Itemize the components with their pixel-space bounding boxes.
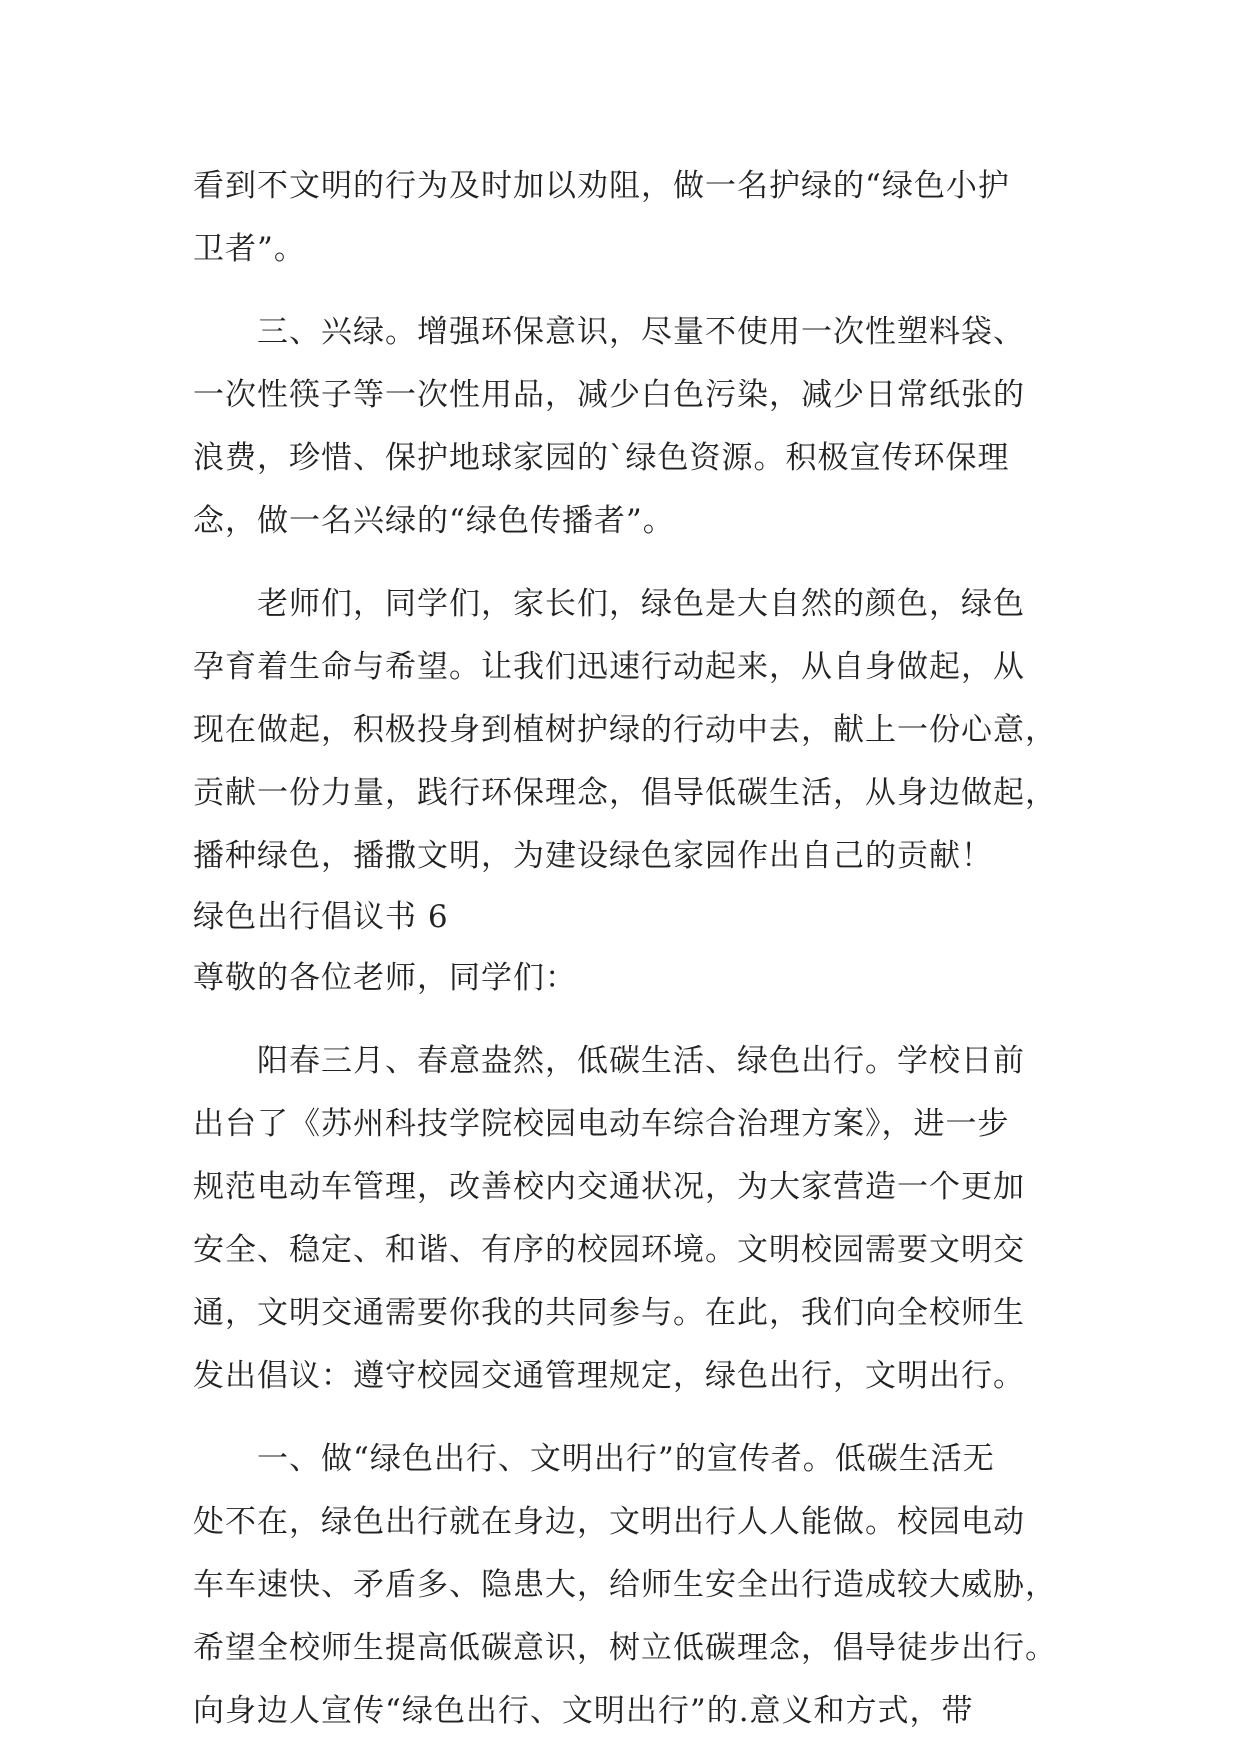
- text-line: 希望全校师生提高低碳意识，树立低碳理念，倡导徒步出行。: [193, 1630, 1057, 1666]
- text-line: 规范电动车管理，改善校内交通状况，为大家营造一个更加: [193, 1169, 1025, 1205]
- text-line: 浪费，珍惜、保护地球家园的`绿色资源。积极宣传环保理: [193, 440, 1010, 476]
- text-line: 念，做一名兴绿的“绿色传播者”。: [193, 503, 675, 539]
- text-line: 孕育着生命与希望。让我们迅速行动起来，从自身做起，从: [193, 649, 1025, 685]
- text-line: 一、做“绿色出行、文明出行”的宣传者。低碳生活无: [257, 1441, 995, 1477]
- text-line: 卫者”。: [193, 231, 306, 267]
- text-line: 老师们，同学们，家长们，绿色是大自然的颜色，绿色: [257, 586, 1025, 622]
- text-line: 向身边人宣传“绿色出行、文明出行”的.意义和方式，带: [193, 1693, 974, 1729]
- text-line: 看到不文明的行为及时加以劝阻，做一名护绿的“绿色小护: [193, 168, 1010, 204]
- text-line: 处不在，绿色出行就在身边，文明出行人人能做。校园电动: [193, 1504, 1025, 1540]
- text-line: 播种绿色，播撒文明，为建设绿色家园作出自己的贡献！: [193, 838, 993, 874]
- text-line: 贡献一份力量，践行环保理念，倡导低碳生活，从身边做起，: [193, 775, 1057, 811]
- text-line: 发出倡议：遵守校园交通管理规定，绿色出行，文明出行。: [193, 1358, 1025, 1394]
- text-line: 安全、稳定、和谐、有序的校园环境。文明校园需要文明交: [193, 1232, 1025, 1268]
- section-heading: 绿色出行倡议书 6: [193, 899, 449, 935]
- text-line: 阳春三月、春意盎然，低碳生活、绿色出行。学校日前: [257, 1043, 1025, 1079]
- text-line: 车车速快、矛盾多、隐患大，给师生安全出行造成较大威胁，: [193, 1567, 1057, 1603]
- text-line: 一次性筷子等一次性用品，减少白色污染，减少日常纸张的: [193, 377, 1025, 413]
- text-line: 通，文明交通需要你我的共同参与。在此，我们向全校师生: [193, 1295, 1025, 1331]
- salutation: 尊敬的各位老师，同学们：: [193, 960, 577, 996]
- text-line: 出台了《苏州科技学院校园电动车综合治理方案》，进一步: [193, 1106, 1010, 1142]
- text-line: 现在做起，积极投身到植树护绿的行动中去，献上一份心意，: [193, 712, 1057, 748]
- text-line: 三、兴绿。增强环保意识，尽量不使用一次性塑料袋、: [257, 314, 1025, 350]
